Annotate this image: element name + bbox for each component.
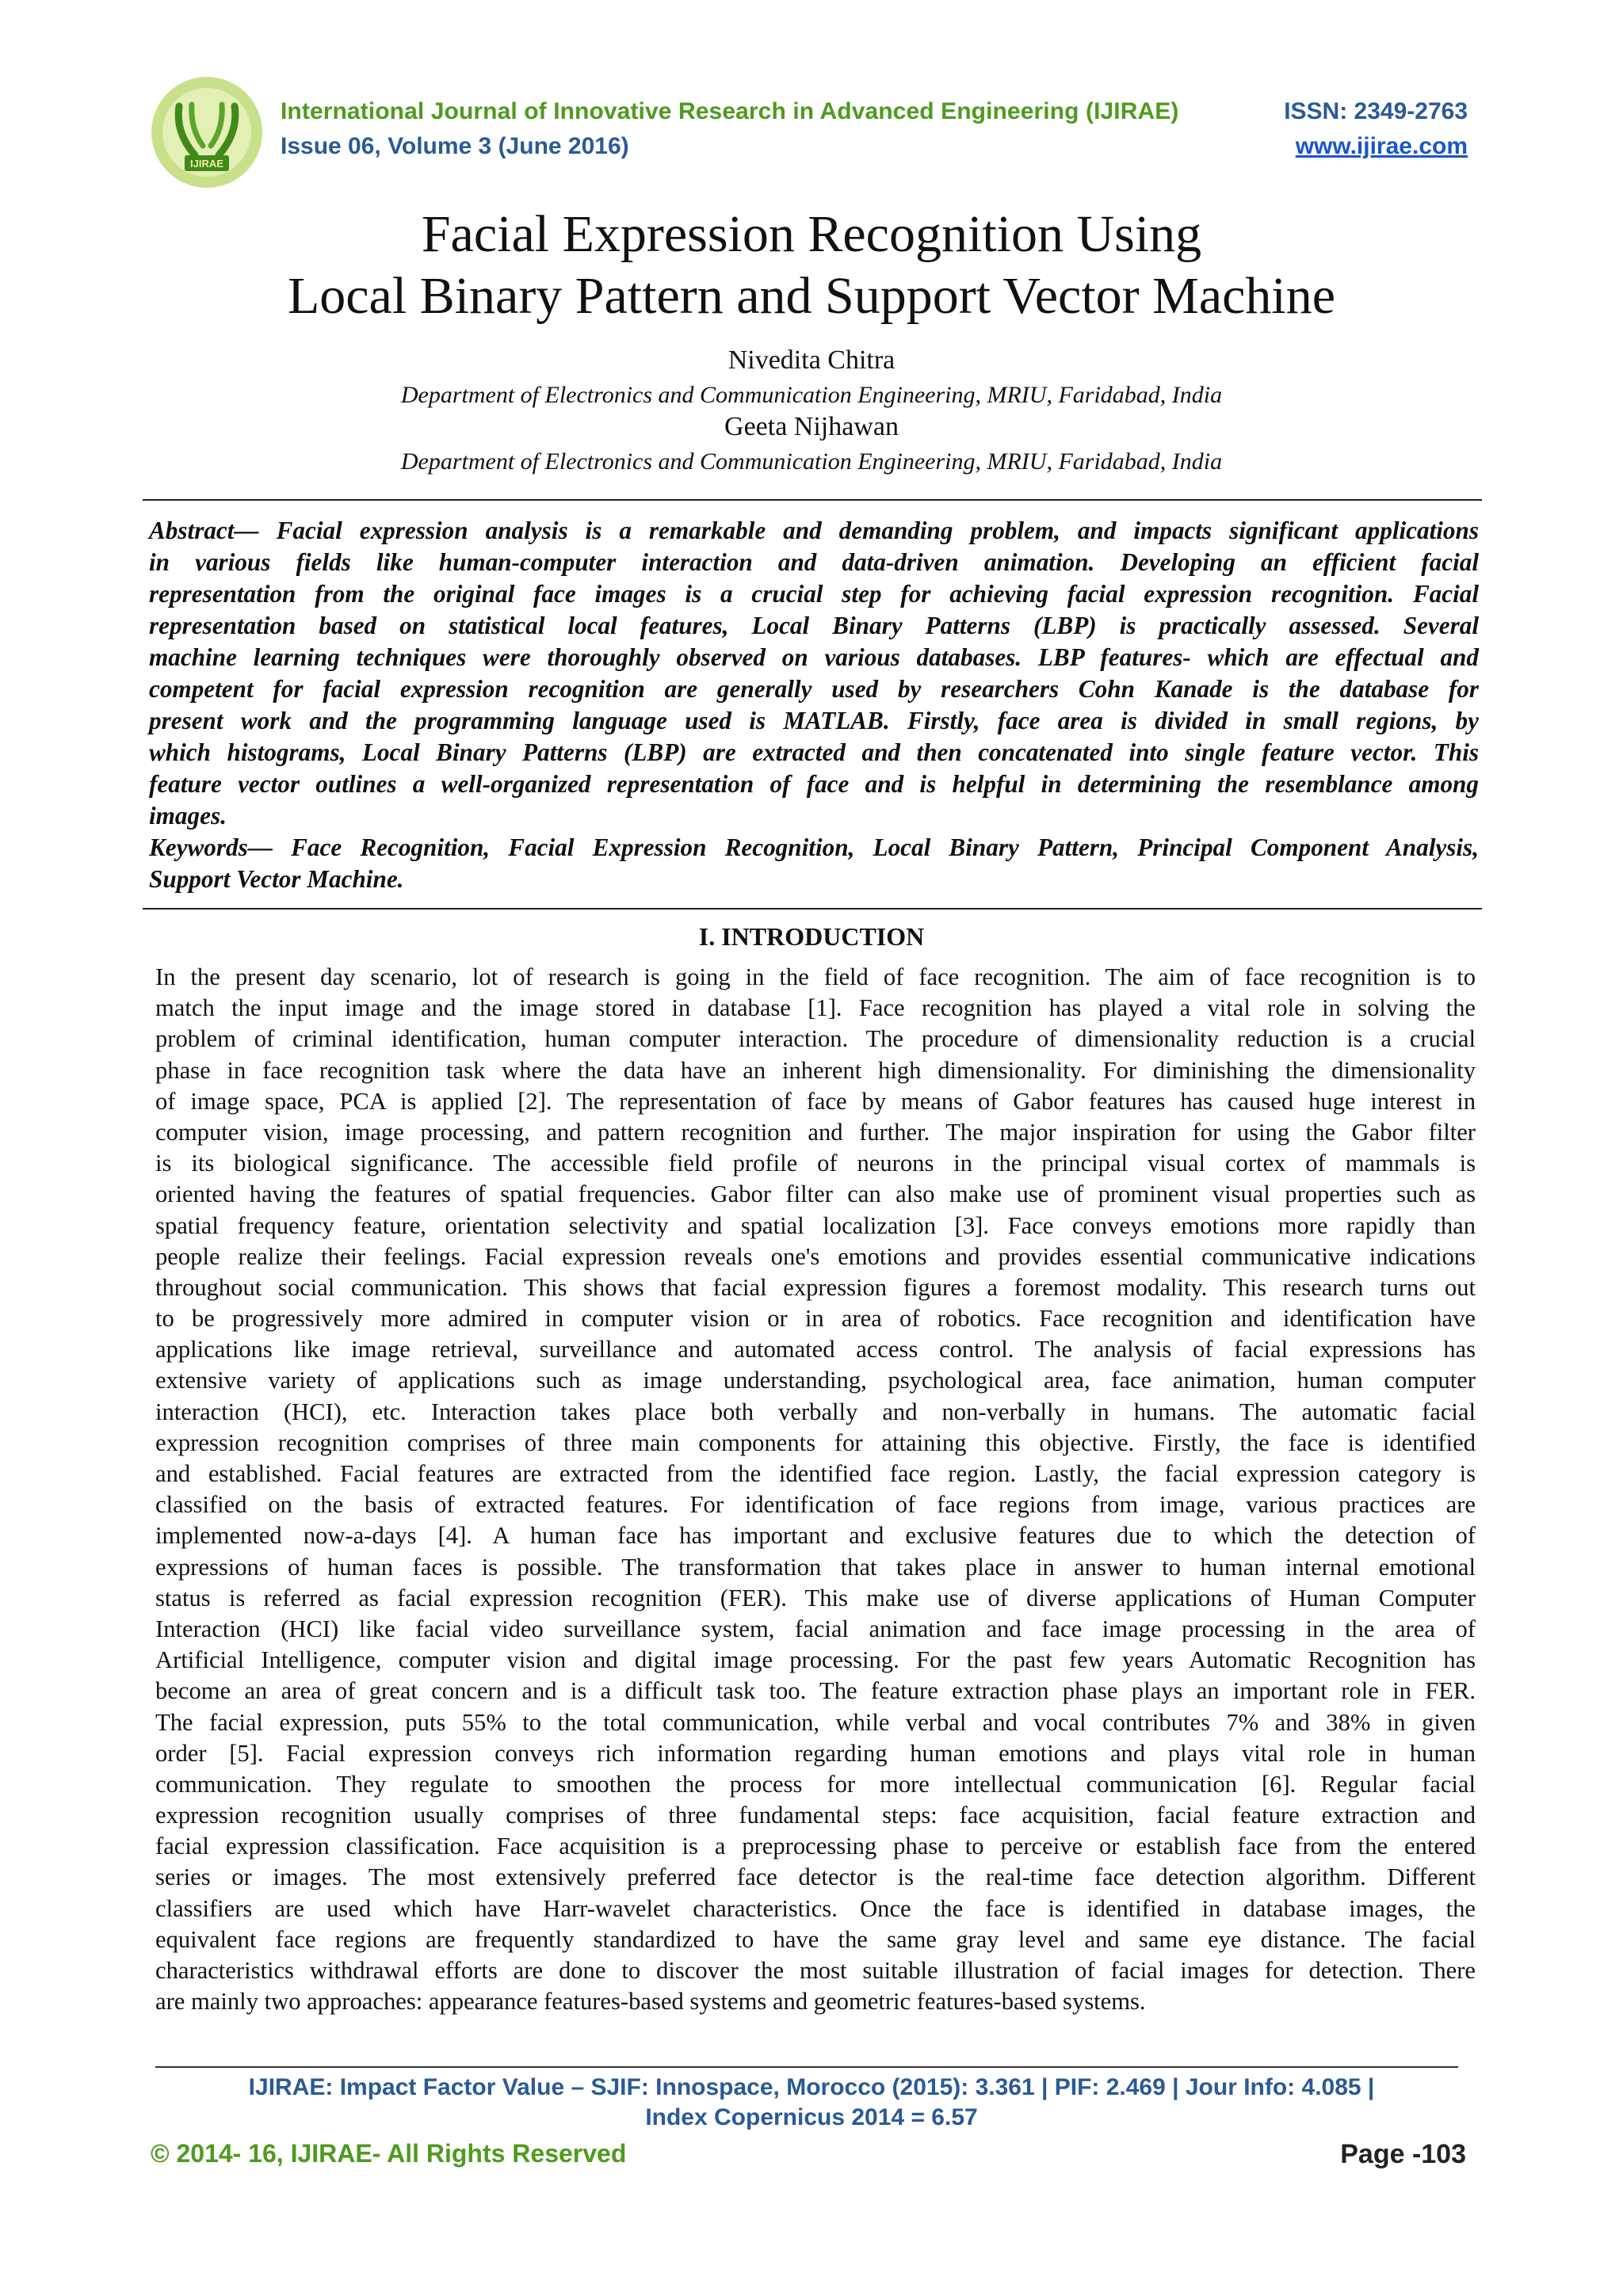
introduction-body bbox=[155, 962, 1476, 2017]
body-text-line: communication. They regulate to smoothen the process for more intellectual communication [6]. Regular facial bbox=[155, 1770, 1476, 1798]
body-text-line: equivalent face regions are frequently standardized to have the same gray level and same eye distance. The facial bbox=[155, 1925, 1476, 1953]
body-text-line: become an area of great concern and is a difficult task too. The feature extraction phase plays an important role in FER. bbox=[155, 1677, 1476, 1705]
keywords-line: Support Vector Machine. bbox=[149, 865, 404, 893]
body-text-line: phase in face recognition task where the data have an inherent high dimensionality. For diminishing the dimensionality bbox=[155, 1056, 1476, 1084]
body-text-line: to be progressively more admired in computer vision or in area of robotics. Face recognition and identification have bbox=[155, 1305, 1476, 1333]
abstract-line: competent for facial expression recognition are generally used by researchers Cohn Kanade is the database for bbox=[149, 675, 1479, 703]
abstract-line: machine learning techniques were thoroughly observed on various databases. LBP features- which are effectual and bbox=[149, 643, 1479, 671]
footer-rule bbox=[155, 2066, 1458, 2068]
section-heading-introduction: I. INTRODUCTION bbox=[698, 922, 925, 951]
author-affiliation-2: Department of Electronics and Communication Engineering, MRIU, Faridabad, India bbox=[400, 448, 1223, 475]
body-text-line: In the present day scenario, lot of research is going in the field of face recognition. The aim of face recognition is to bbox=[155, 963, 1476, 990]
body-text-line: extensive variety of applications such as image understanding, psychological area, face animation, human computer bbox=[155, 1367, 1476, 1394]
body-text-line: applications like image retrieval, surveillance and automated access control. The analysis of facial expressions has bbox=[155, 1336, 1476, 1363]
body-text-line: expression recognition usually comprises of three fundamental steps: face acquisition, facial feature extraction and bbox=[155, 1802, 1476, 1829]
page-number: Page -103 bbox=[1340, 2139, 1466, 2169]
author-affiliation-1: Department of Electronics and Communication Engineering, MRIU, Faridabad, India bbox=[400, 382, 1223, 408]
body-text-line: expression recognition comprises of three main components for attaining this objective. Firstly, the face is identified bbox=[155, 1428, 1476, 1456]
body-text-line: people realize their feelings. Facial expression reveals one's emotions and provides essential communicative indications bbox=[155, 1242, 1476, 1270]
body-text-line: are mainly two approaches: appearance features-based systems and geometric features-based systems. bbox=[155, 1988, 1146, 2016]
body-text-line: series or images. The most extensively preferred face detector is the real-time face detection algorithm. Different bbox=[155, 1863, 1476, 1891]
body-text-line: and established. Facial features are extracted from the identified face region. Lastly, the facial expression category is bbox=[155, 1460, 1476, 1487]
journal-name: International Journal of Innovative Research in Advanced Engineering (IJIRAE) bbox=[281, 98, 1179, 124]
abstract-line: in various fields like human-computer interaction and data-driven animation. Developing an efficient facial bbox=[149, 548, 1479, 576]
body-text-line: is its biological significance. The accessible field profile of neurons in the principal visual cortex of mammals is bbox=[155, 1150, 1476, 1177]
body-text-line: Artificial Intelligence, computer vision and digital image processing. For the past few years Automatic Recognition has bbox=[155, 1646, 1476, 1674]
body-text-line: facial expression classification. Face acquisition is a preprocessing phase to perceive or establish face from the entered bbox=[155, 1833, 1476, 1860]
abstract-line: representation based on statistical local features, Local Binary Patterns (LBP) is practically assessed. Several bbox=[149, 612, 1479, 639]
author-name-2: Geeta Nijhawan bbox=[724, 412, 899, 441]
laurel-logo-icon bbox=[147, 73, 266, 192]
journal-logo bbox=[147, 73, 266, 192]
body-text-line: status is referred as facial expression recognition (FER). This make use of diverse applications of Human Computer bbox=[155, 1584, 1476, 1611]
paper-title-line-1: Facial Expression Recognition Using bbox=[421, 205, 1202, 263]
body-text-line: Interaction (HCI) like facial video surveillance system, facial animation and face image processing in the area of bbox=[155, 1615, 1476, 1642]
journal-url-link[interactable]: www.ijirae.com bbox=[1295, 133, 1468, 159]
body-text-line: order [5]. Facial expression conveys rich information regarding human emotions and plays vital role in human bbox=[155, 1739, 1476, 1767]
abstract-line: images. bbox=[149, 802, 227, 830]
abstract-line: which histograms, Local Binary Patterns (LBP) are extracted and then concatenated into single feature vector. This bbox=[149, 738, 1479, 766]
keywords-line: Keywords— Face Recognition, Facial Expression Recognition, Local Binary Pattern, Principal Component Analysis, bbox=[149, 833, 1479, 861]
body-text-line: spatial frequency feature, orientation selectivity and spatial localization [3]. Face conveys emotions more rapidly than bbox=[155, 1211, 1476, 1239]
abstract-line: feature vector outlines a well-organized representation of face and is helpful in determining the resemblance among bbox=[149, 770, 1479, 798]
abstract-line: representation from the original face images is a crucial step for achieving facial expression recognition. Facial bbox=[149, 580, 1479, 608]
abstract-line: Abstract— Facial expression analysis is a remarkable and demanding problem, and impacts significant applications bbox=[149, 517, 1479, 544]
body-text-line: match the input image and the image stored in database [1]. Face recognition has played a vital role in solving the bbox=[155, 994, 1476, 1022]
body-text-line: implemented now-a-days [4]. A human face has important and exclusive features due to which the detection of bbox=[155, 1522, 1476, 1550]
body-text-line: problem of criminal identification, human computer interaction. The procedure of dimensionality reduction is a crucial bbox=[155, 1025, 1476, 1053]
body-text-line: expressions of human faces is possible. The transformation that takes place in answer to human internal emotional bbox=[155, 1553, 1476, 1581]
footer-impact-line-2: Index Copernicus 2014 = 6.57 bbox=[645, 2104, 978, 2130]
footer-impact-line-1: IJIRAE: Impact Factor Value – SJIF: Innospace, Morocco (2015): 3.361 | PIF: 2.469 | Jour Info: 4.085 | bbox=[248, 2074, 1375, 2100]
body-text-line: classifiers are used which have Harr-wavelet characteristics. Once the face is identified in database images, the bbox=[155, 1894, 1476, 1922]
abstract-line: present work and the programming language used is MATLAB. Firstly, face area is divided in small regions, by bbox=[149, 707, 1479, 734]
author-name-1: Nivedita Chitra bbox=[727, 345, 896, 375]
body-text-line: of image space, PCA is applied [2]. The representation of face by means of Gabor features has caused huge interest in bbox=[155, 1087, 1476, 1115]
rule-middle bbox=[143, 908, 1482, 910]
body-text-line: The facial expression, puts 55% to the total communication, while verbal and vocal contributes 7% and 38% in given bbox=[155, 1708, 1476, 1736]
body-text-line: characteristics withdrawal efforts are done to discover the most suitable illustration of facial images for detection. There bbox=[155, 1957, 1476, 1984]
rule-top bbox=[143, 499, 1482, 501]
body-text-line: oriented having the features of spatial frequencies. Gabor filter can also make use of prominent visual properties such as bbox=[155, 1180, 1476, 1208]
journal-issue: Issue 06, Volume 3 (June 2016) bbox=[281, 133, 629, 159]
body-text-line: classified on the basis of extracted features. For identification of face regions from image, various practices are bbox=[155, 1491, 1476, 1519]
svg-text:IJIRAE: IJIRAE bbox=[190, 158, 223, 170]
abstract bbox=[149, 515, 1479, 895]
paper-title-line-2: Local Binary Pattern and Support Vector Machine bbox=[287, 267, 1336, 325]
body-text-line: computer vision, image processing, and pattern recognition and further. The major inspiration for using the Gabor filter bbox=[155, 1118, 1476, 1146]
body-text-line: throughout social communication. This shows that facial expression figures a foremost modality. This research turns out bbox=[155, 1273, 1476, 1301]
footer-copyright: © 2014- 16, IJIRAE- All Rights Reserved bbox=[151, 2139, 627, 2168]
journal-issn: ISSN: 2349-2763 bbox=[1284, 98, 1468, 124]
body-text-line: interaction (HCI), etc. Interaction takes place both verbally and non-verbally in humans. The automatic facial bbox=[155, 1398, 1476, 1425]
